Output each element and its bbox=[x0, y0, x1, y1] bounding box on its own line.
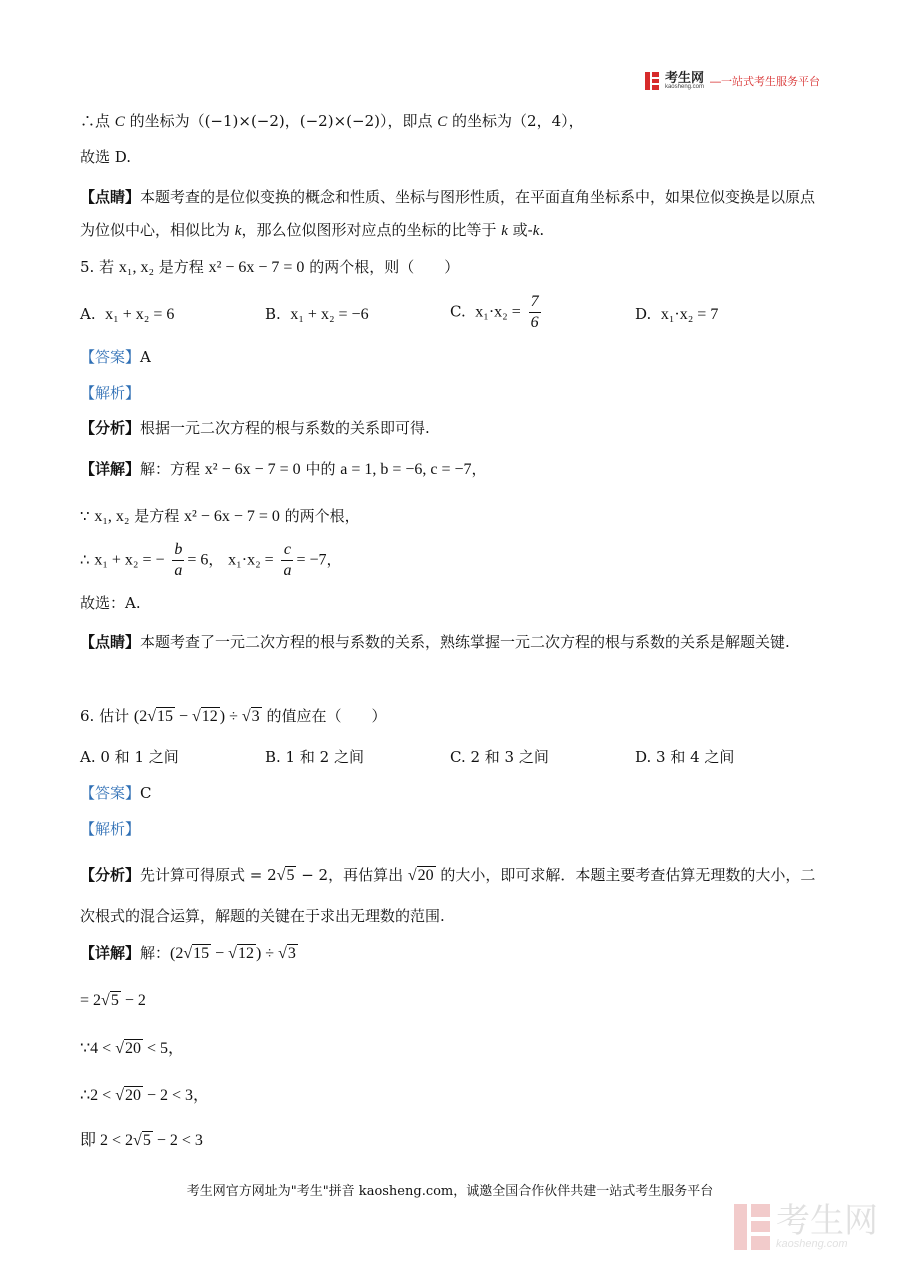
q5-option-a: A. x₁ + x₂ = 6 bbox=[80, 305, 175, 323]
q6-stem: 6. 估计 (2√15 − √12 ) ÷ √3 的值应在（ ） bbox=[80, 707, 387, 725]
q5-dianjing: 【点睛】本题考查了一元二次方程的根与系数的关系，熟练掌握一元二次方程的根与系数的关系是解题关键. bbox=[80, 633, 790, 651]
q5-therefore: ∴ x₁ + x₂ = − $\frac{b}{a}$ = 6， x₁·x₂ = $\frac{c}{a}$ = −7， bbox=[80, 541, 342, 579]
q6-fenxi: 【分析】先计算可得原式 = 2√5 − 2，再估算出 √20 的大小，即可求解．本题主要考查估算无理数的大小，二次根式的混合运算，解题的关键在于求出无理数的范围. bbox=[80, 866, 816, 925]
intro-line-2: 故选 D. bbox=[80, 148, 132, 166]
q6-xiangjie: 【详解】解：(2√15 − √12 ) ÷ √3 bbox=[80, 944, 296, 962]
watermark-logo-icon bbox=[734, 1204, 770, 1250]
watermark-url: kaosheng.com bbox=[776, 1238, 848, 1250]
q5-xiangjie: 【详解】解：方程 x² − 6x − 7 = 0 中的 a = 1, b = −6, c = −7， bbox=[80, 460, 487, 478]
q5-analysis-tag: 【解析】 bbox=[80, 384, 141, 402]
q5-option-d: D. x₁·x₂ = 7 bbox=[635, 305, 719, 323]
q5-option-b: B. x₁ + x₂ = −6 bbox=[265, 305, 369, 323]
brand-name: 考生网 bbox=[664, 70, 704, 85]
logo-icon bbox=[645, 72, 659, 90]
q6-option-a: A. 0 和 1 之间 bbox=[80, 748, 179, 766]
q6-step-2: ∵4 < √20 < 5， bbox=[80, 1040, 185, 1057]
intro-line-1: ∴点 C 的坐标为（(−1)×(−2)，(−2)×(−2)），即点 C 的坐标为（2，4）， bbox=[80, 112, 584, 130]
intro-dianjing: 【点睛】本题考查的是位似变换的概念和性质、坐标与图形性质，在平面直角坐标系中，如果位似变换是以原点为位似中心，相似比为 k，那么位似图形对应点的坐标的比等于 k 或-k. bbox=[80, 188, 816, 239]
page-footer: 考生网官方网址为"考生"拼音 kaosheng.com，诚邀全国合作伙伴共建一站式考生服务平台 bbox=[186, 1184, 714, 1199]
brand-url: kaosheng.com bbox=[664, 84, 704, 90]
brand-slogan: —一站式考生服务平台 bbox=[710, 76, 820, 88]
q5-choose: 故选：A. bbox=[80, 594, 141, 612]
q6-option-b: B. 1 和 2 之间 bbox=[265, 748, 364, 766]
q6-step-3: ∴2 < √20 − 2 < 3， bbox=[80, 1087, 210, 1104]
watermark-text: 考生网 bbox=[776, 1202, 878, 1240]
q5-because: ∵ x₁, x₂ 是方程 x² − 6x − 7 = 0 的两个根， bbox=[80, 507, 360, 525]
watermark bbox=[734, 1204, 878, 1250]
q6-answer: 【答案】C bbox=[80, 784, 152, 802]
q5-stem: 5. 若 x₁, x₂ 是方程 x² − 6x − 7 = 0 的两个根，则（ ） bbox=[80, 258, 460, 276]
q6-option-d: D. 3 和 4 之间 bbox=[635, 748, 735, 766]
q6-analysis-tag: 【解析】 bbox=[80, 820, 141, 838]
q6-step-4: 即 2 < 2√5 − 2 < 3 bbox=[80, 1132, 203, 1149]
q6-option-c: C. 2 和 3 之间 bbox=[450, 748, 549, 766]
q5-fenxi: 【分析】根据一元二次方程的根与系数的关系即可得. bbox=[80, 419, 430, 437]
q6-step-1: = 2√5 − 2 bbox=[80, 992, 146, 1009]
q5-option-c: C. x₁·x₂ = $\frac{7}{6}$ bbox=[450, 293, 539, 331]
header-logo bbox=[645, 72, 820, 90]
q5-answer: 【答案】A bbox=[80, 348, 151, 366]
